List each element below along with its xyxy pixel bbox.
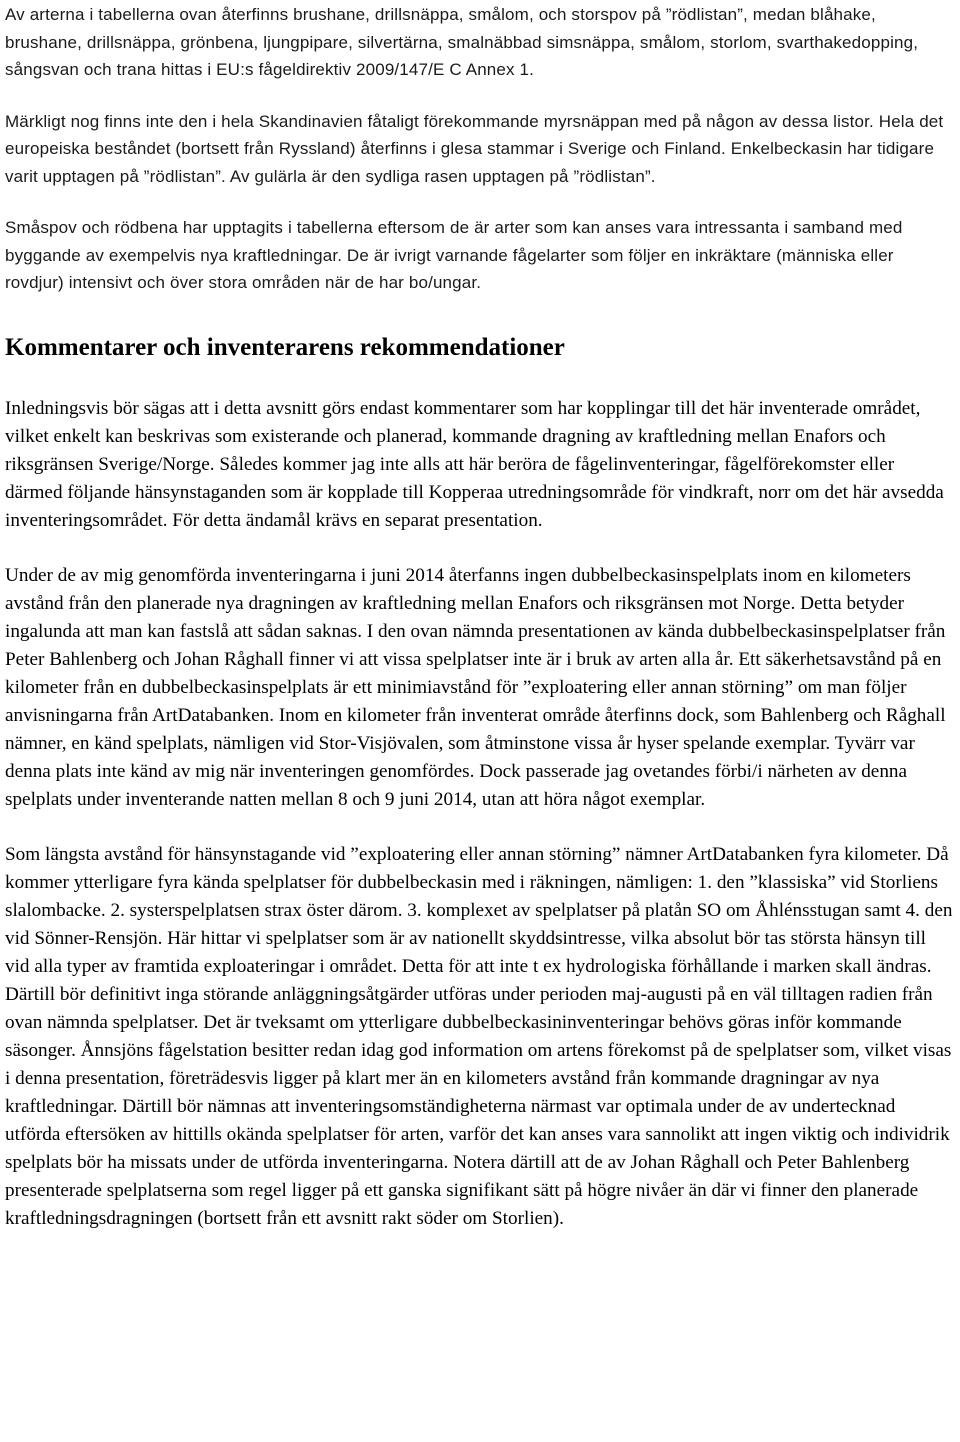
paragraph-redlist-species: Av arterna i tabellerna ovan återfinns brushane, drillsnäppa, smålom, och storspov på ”rödlistan”, medan blåhake, brushane, drillsnäppa, grönbena, ljungpipare, silvertärna, smalnäbbad simsnäppa, smålom, storlom, svarthakedopping, sångsvan och trana hittas i EU:s fågeldirektiv 2009/147/E C Annex 1. (5, 5, 919, 79)
species-list-section (5, 0, 955, 297)
section-heading: Kommentarer och inventerarens rekommendationer (5, 333, 565, 361)
paragraph-inventory-june-2014: Under de av mig genomförda inventeringarna i juni 2014 återfanns ingen dubbelbeckasinspelplats inom en kilometers avstånd från den planerade nya dragningen av kraftledning mellan Enafors och riksgränsen mot Norge. Detta betyder ingalunda att man kan fastslå att sådan saknas. I den ovan nämnda presentationen av kända dubbelbeckasinspelplatser från Peter Bahlenberg och Johan Råghall finner vi att vissa spelplatser inte är i bruk av arten alla år. Ett säkerhetsavstånd på en kilometer från en dubbelbeckasinspelplats är ett minimiavstånd för ”exploatering eller annan störning” om man följer anvisningarna från ArtDatabanken. Inom en kilometer från inventerat område återfinns dock, som Bahlenberg och Råghall nämner, en känd spelplats, nämligen vid Stor-Visjövalen, som åtminstone vissa år hyser spelande exemplar. Tyvärr var denna plats inte känd av mig när inventeringen genomfördes. Dock passerade jag ovetandes förbi/i närheten av denna spelplats under inventerande natten mellan 8 och 9 juni 2014, utan att höra något exemplar. (5, 564, 946, 810)
paragraph-distance-recommendations: Som längsta avstånd för hänsynstagande vid ”exploatering eller annan störning” nämner ArtDatabanken fyra kilometer. Då kommer ytterligare fyra kända spelplatser för dubbelbeckasin med i räkningen, nämligen: 1. den ”klassiska” vid Storliens slalombacke. 2. systerspelplatsen strax öster därom. 3. komplexet av spelplatser på platån SO om Åhlénsstugan samt 4. den vid Sönner-Rensjön. Här hittar vi spelplatser som är av nationellt skyddsintresse, vilka absolut bör tas största hänsyn till vid alla typer av framtida exploateringar i området. Detta för att inte t ex hydrologiska förhållande i marken skall ändras. Därtill bör definitivt inga störande anläggningsåtgärder utföras under perioden maj-augusti på en väl tilltagen radien från ovan nämnda spelplatser. Det är tveksamt om ytterligare dubbelbeckasininventeringar behövs göras inför kommande säsonger. Ånnsjöns fågelstation besitter redan idag god information om artens förekomst på de spelplatser som, vilket visas i denna presentation, företrädesvis ligger på klart mer än en kilometers avstånd från kommande dragningar av nya kraftledningar. Därtill bör nämnas att inventeringsomständigheterna närmast var optimala under de av undertecknad utförda eftersöken av hittills okända spelplatser för arten, varför det kan anses vara sannolikt att ingen viktig och individrik spelplats bör ha missats under de utförda inventeringarna. Notera därtill att de av Johan Råghall och Peter Bahlenberg presenterade spelplatserna som regel ligger på ett ganska signifikant sätt på högre nivåer än där vi finner den planerade kraftledningsdragningen (bortsett från ett avsnitt rakt söder om Storlien). (5, 843, 953, 1229)
paragraph-myrsnappa: Märkligt nog finns inte den i hela Skandinavien fåtaligt förekommande myrsnäppan med på någon av dessa listor. Hela det europeiska beståndet (bortsett från Ryssland) återfinns i glesa stammar i Sverige och Finland. Enkelbeckasin har tidigare varit upptagen på ”rödlistan”. Av gulärla är den sydliga rasen upptagen på ”rödlistan”. (5, 111, 944, 186)
paragraph-smaspov-rodbena: Småspov och rödbena har upptagits i tabellerna eftersom de är arter som kan anses vara intressanta i samband med byggande av exempelvis nya kraftledningar. De är ivrigt varnande fågelarter som följer en inkräktare (människa eller rovdjur) intensivt och över stora områden när de har bo/ungar. (5, 218, 903, 292)
paragraph-introduction: Inledningsvis bör sägas att i detta avsnitt görs endast kommentarer som har kopplingar till det här inventerade området, vilket enkelt kan beskrivas som existerande och planerad, kommande dragning av kraftledning mellan Enafors och riksgränsen Sverige/Norge. Således kommer jag inte alls att här beröra de fågelinventeringar, fågelförekomster eller därmed följande hänsynstaganden som är kopplade till Kopperaa utredningsområde för vindkraft, norr om det här avsedda inventeringsområdet. För detta ändamål krävs en separat presentation. (5, 397, 944, 531)
document-page (5, 0, 955, 1233)
comments-section (5, 395, 955, 1233)
